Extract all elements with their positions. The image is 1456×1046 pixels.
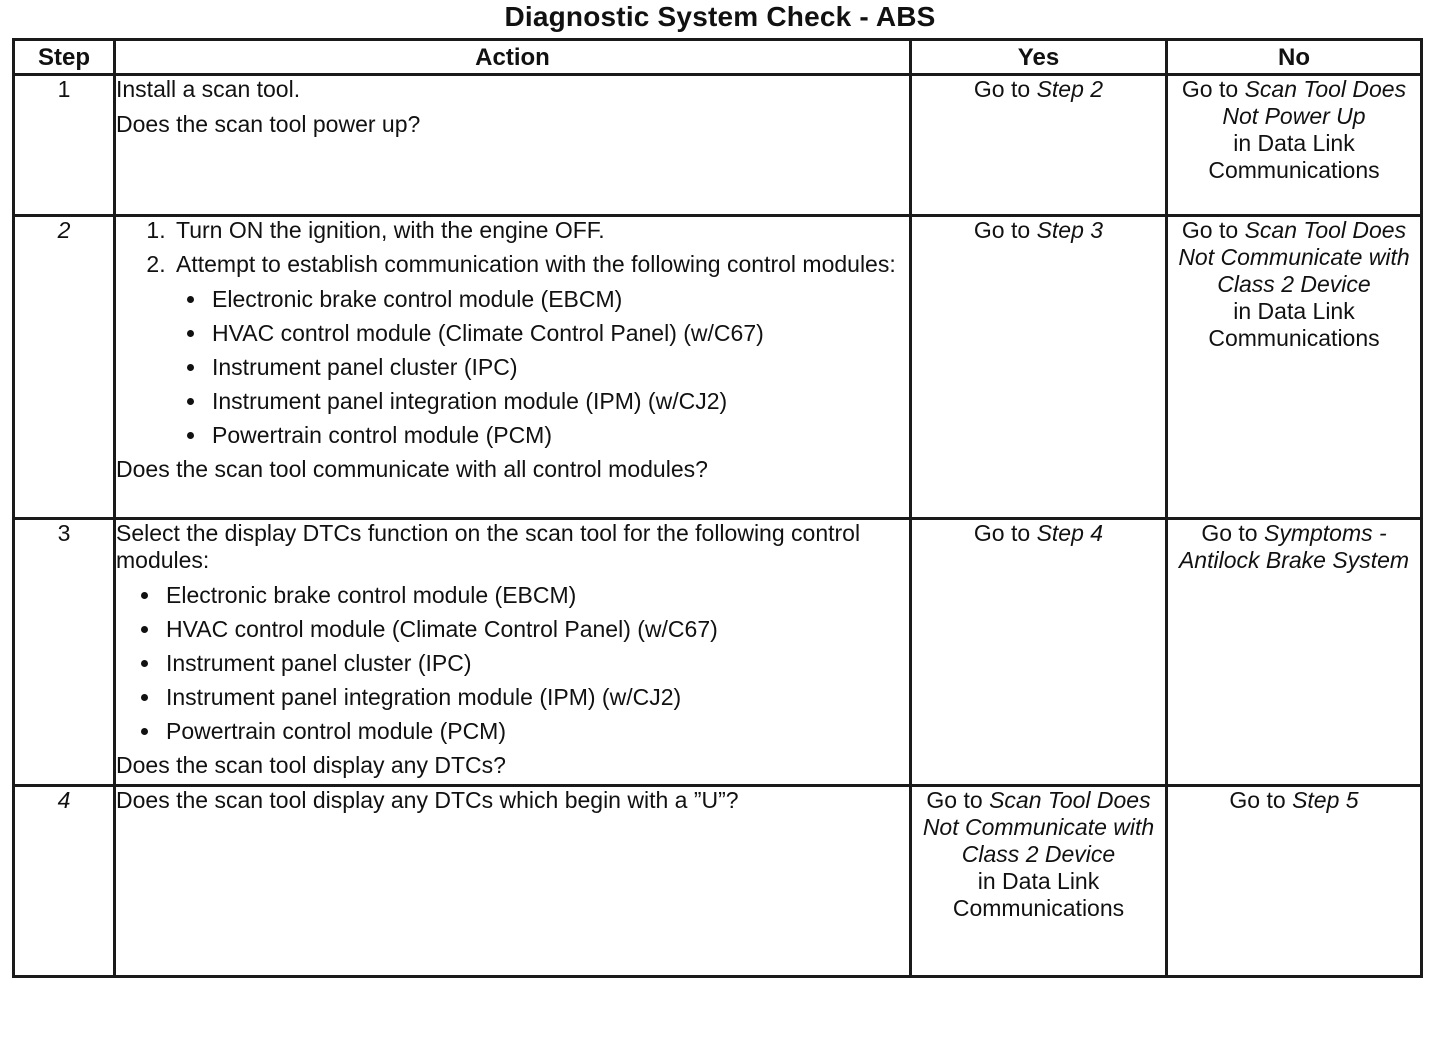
action-cell bbox=[115, 519, 911, 786]
yes-cell bbox=[911, 786, 1167, 977]
no-suffix: in Data Link Communications bbox=[1208, 130, 1380, 183]
bullet-item: • HVAC control module (Climate Control Panel) (w/C67) bbox=[162, 616, 909, 643]
bullet-item: • HVAC control module (Climate Control Panel) (w/C67) bbox=[208, 320, 909, 347]
yes-link-scan-tool-no-comm[interactable]: Scan Tool Does Not Communicate with Class 2 Device bbox=[922, 787, 1155, 867]
no-link-scan-tool-no-power[interactable]: Scan Tool Does Not Power Up bbox=[1222, 76, 1407, 129]
no-prefix: Go to bbox=[1181, 217, 1245, 243]
table-row bbox=[14, 216, 1422, 519]
header-row bbox=[14, 40, 1422, 75]
numbered-item: 1. Turn ON the ignition, with the engine OFF. bbox=[172, 217, 909, 244]
action-question: Does the scan tool display any DTCs? bbox=[116, 752, 506, 778]
no-link-step-5[interactable]: Step 5 bbox=[1292, 787, 1359, 813]
action-cell bbox=[115, 786, 911, 977]
no-cell bbox=[1167, 75, 1422, 216]
yes-suffix: in Data Link Communications bbox=[952, 868, 1125, 921]
no-cell bbox=[1167, 786, 1422, 977]
bullet-item: • Instrument panel cluster (IPC) bbox=[208, 354, 909, 381]
bullet-item: • Electronic brake control module (EBCM) bbox=[208, 286, 909, 313]
yes-prefix: Go to bbox=[926, 787, 990, 813]
no-suffix: in Data Link Communications bbox=[1208, 298, 1380, 351]
yes-cell bbox=[911, 75, 1167, 216]
action-cell bbox=[115, 75, 911, 216]
header-action: Action bbox=[115, 40, 911, 75]
action-line: Install a scan tool. bbox=[116, 76, 301, 102]
no-prefix: Go to bbox=[1201, 520, 1264, 546]
bullet-list bbox=[176, 286, 909, 449]
yes-prefix: Go to bbox=[973, 520, 1037, 546]
header-step: Step bbox=[14, 40, 115, 75]
yes-link-step-2[interactable]: Step 2 bbox=[1036, 76, 1104, 102]
no-link-symptoms-abs[interactable]: Symptoms - Antilock Brake System bbox=[1178, 520, 1410, 573]
yes-cell bbox=[911, 519, 1167, 786]
yes-link-step-3[interactable]: Step 3 bbox=[1036, 217, 1104, 243]
bullet-item: • Electronic brake control module (EBCM) bbox=[162, 582, 909, 609]
no-prefix: Go to bbox=[1181, 76, 1245, 102]
yes-prefix: Go to bbox=[973, 76, 1037, 102]
bullet-item: • Instrument panel integration module (IPM) (w/CJ2) bbox=[208, 388, 909, 415]
bullet-list bbox=[116, 582, 909, 745]
bullet-item: • Powertrain control module (PCM) bbox=[208, 422, 909, 449]
yes-link-step-4[interactable]: Step 4 bbox=[1036, 520, 1104, 546]
step-number: 4 bbox=[14, 786, 115, 977]
page-title: Diagnostic System Check - ABS bbox=[504, 1, 936, 32]
action-question: Does the scan tool power up? bbox=[116, 111, 421, 137]
no-link-scan-tool-no-comm[interactable]: Scan Tool Does Not Communicate with Class 2 Device bbox=[1178, 217, 1410, 297]
bullet-item: • Powertrain control module (PCM) bbox=[162, 718, 909, 745]
numbered-item: 2. Attempt to establish communication with the following control modules: • Electronic brake control module (EBCM) • HVAC control module (Climate Control Panel) (w/C67) • Instrument panel cluster (IPC) • Instrument panel integration module (IPM) (w/CJ2) • Powertrain control module (PCM) bbox=[172, 251, 909, 449]
table-row bbox=[14, 519, 1422, 786]
yes-cell bbox=[911, 216, 1167, 519]
header-yes: Yes bbox=[911, 40, 1167, 75]
step-number: 3 bbox=[14, 519, 115, 786]
bullet-item: • Instrument panel integration module (IPM) (w/CJ2) bbox=[162, 684, 909, 711]
step-number: 2 bbox=[14, 216, 115, 519]
no-prefix: Go to bbox=[1229, 787, 1293, 813]
step-number: 1 bbox=[14, 75, 115, 216]
numbered-list bbox=[116, 217, 909, 449]
action-question: Does the scan tool display any DTCs which begin with a ”U”? bbox=[116, 787, 739, 813]
table-row bbox=[14, 75, 1422, 216]
diagnostic-table bbox=[12, 38, 1423, 978]
no-cell bbox=[1167, 519, 1422, 786]
yes-prefix: Go to bbox=[973, 217, 1037, 243]
table-row bbox=[14, 786, 1422, 977]
bullet-item: • Instrument panel cluster (IPC) bbox=[162, 650, 909, 677]
action-question: Does the scan tool communicate with all control modules? bbox=[116, 456, 708, 482]
header-no: No bbox=[1167, 40, 1422, 75]
action-intro: Select the display DTCs function on the scan tool for the following control modules: bbox=[116, 520, 861, 573]
action-cell bbox=[115, 216, 911, 519]
no-cell bbox=[1167, 216, 1422, 519]
